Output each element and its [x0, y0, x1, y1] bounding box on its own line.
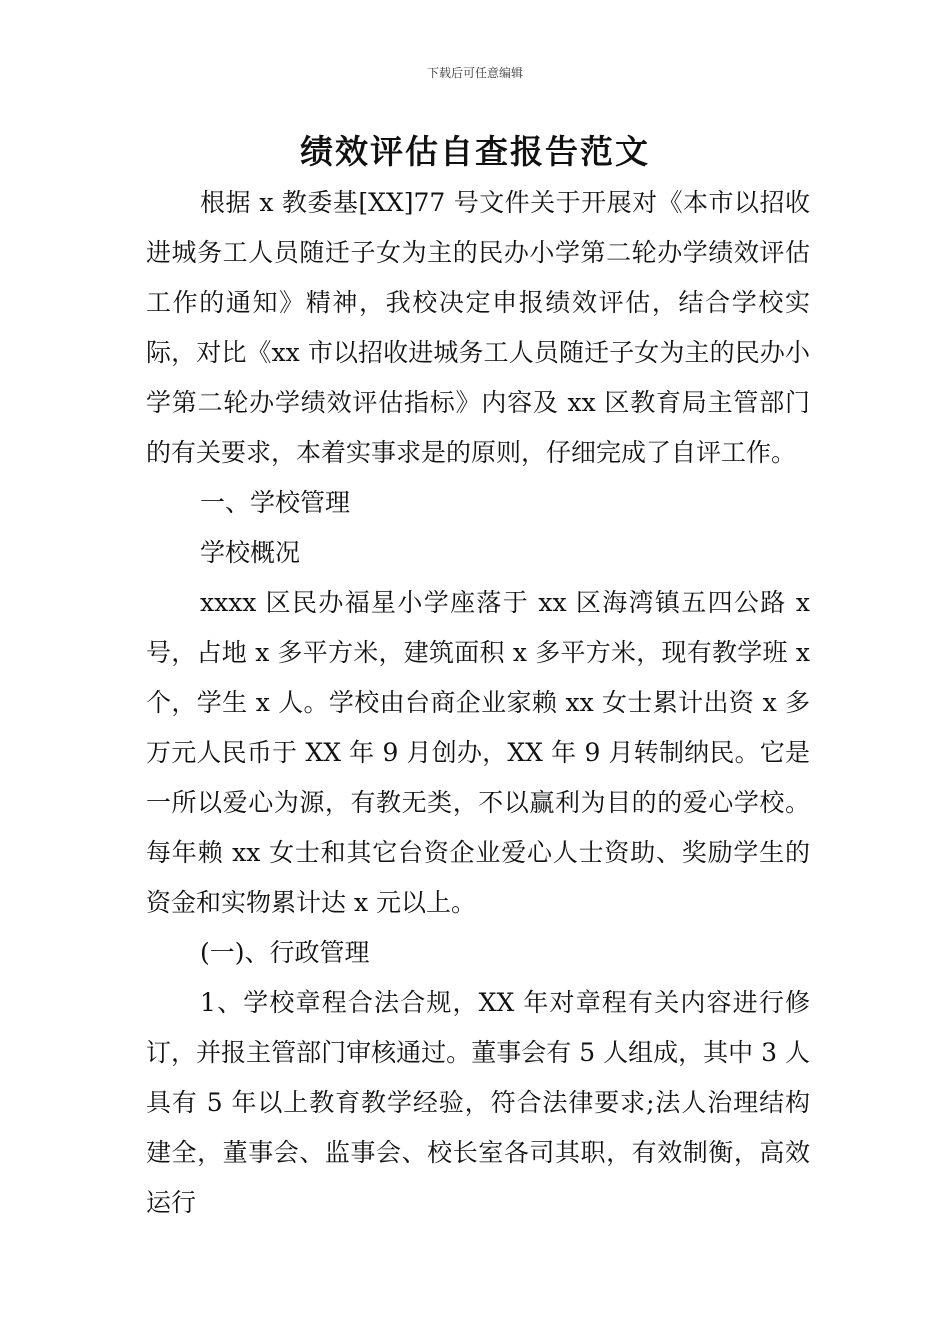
header-note: 下载后可任意编辑 [426, 66, 523, 80]
subheading-school-overview: 学校概况 [200, 538, 301, 567]
section-heading-school-management: 一、学校管理 [200, 488, 351, 517]
document-title: 绩效评估自查报告范文 [300, 132, 650, 171]
document-body [146, 178, 810, 1228]
school-overview-paragraph: xxxx 区民办福星小学座落于 xx 区海湾镇五四公路 x 号，占地 x 多平方米，建筑面积 x 多平方米，现有教学班 x 个，学生 x 人。学校由台商企业家赖 xx 女士累计出资 x 多万元人民币于 XX 年 9 月创办，XX 年 9 月转制纳民。它是一所以爱心为源，有教无类，不以赢利为目的的爱心学校。每年赖 xx 女士和其它台资企业爱心人士资助、奖励学生的资金和实物累计达 x 元以上。 [146, 588, 810, 917]
subheading-administration: (一)、行政管理 [200, 938, 370, 967]
intro-paragraph: 根据 x 教委基[XX]77 号文件关于开展对《本市以招收进城务工人员随迁子女为主的民办小学第二轮办学绩效评估工作的通知》精神，我校决定申报绩效评估，结合学校实际，对比《xx 市以招收进城务工人员随迁子女为主的民办小学第二轮办学绩效评估指标》内容及 xx 区教育局主管部门的有关要求，本着实事求是的原则，仔细完成了自评工作。 [146, 188, 810, 467]
administration-paragraph: 1、学校章程合法合规，XX 年对章程有关内容进行修订，并报主管部门审核通过。董事会有 5 人组成，其中 3 人具有 5 年以上教育教学经验，符合法律要求;法人治理结构建全，董事会、监事会、校长室各司其职，有效制衡，高效运行 [146, 988, 810, 1217]
